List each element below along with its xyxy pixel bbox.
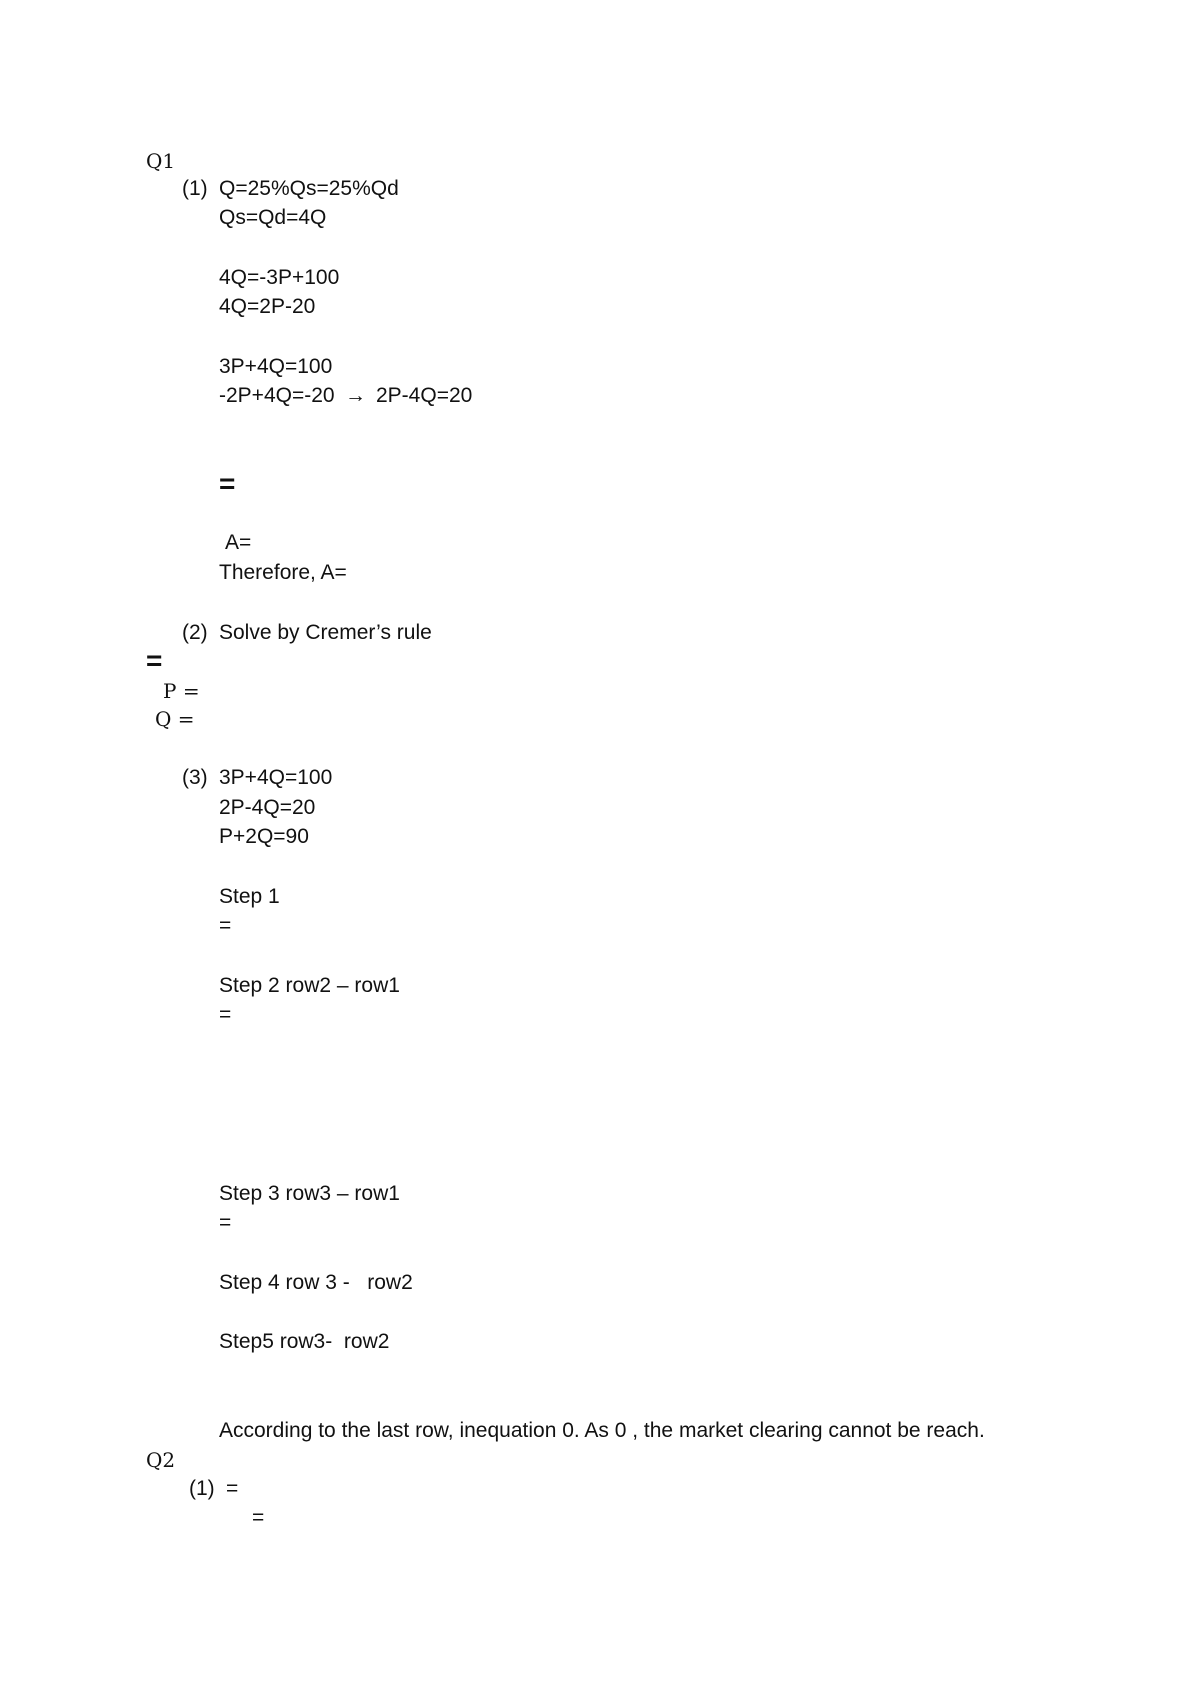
q1-part3-line-1: 3P+4Q=100 xyxy=(219,766,333,789)
q1-part1-line-5: 3P+4Q=100 xyxy=(219,355,333,378)
q1-step-5: Step5 row3- row2 xyxy=(219,1330,390,1353)
q2-part1-equals-1: = xyxy=(226,1477,239,1500)
q1-step-3-equals: = xyxy=(219,1211,232,1234)
q1-part2-title: Solve by Cremer’s rule xyxy=(219,621,432,644)
q1-heading: Q1 xyxy=(146,149,176,173)
q1-part1-line-2: Qs=Qd=4Q xyxy=(219,206,327,229)
q2-heading: Q2 xyxy=(146,1448,176,1472)
q1-step-4: Step 4 row 3 - row2 xyxy=(219,1271,413,1294)
q1-part2-q: Q = xyxy=(155,707,195,731)
q1-part2-equals: = xyxy=(146,645,163,676)
q1-part1-a-def: A= xyxy=(225,531,252,554)
q1-part1-line-1: Q=25%Qs=25%Qd xyxy=(219,177,399,200)
q1-part1-line-6: -2P+4Q=-20 xyxy=(219,384,335,407)
q1-step-2-equals: = xyxy=(219,1003,232,1026)
q1-part2-p: P = xyxy=(163,679,200,703)
q1-step-3: Step 3 row3 – row1 xyxy=(219,1182,400,1205)
q1-part2-number: (2) xyxy=(182,621,208,644)
q1-part3-number: (3) xyxy=(182,766,208,789)
q2-part1-equals-2: = xyxy=(252,1506,265,1529)
right-arrow-icon: → xyxy=(345,384,366,407)
q2-part1-number: (1) xyxy=(189,1477,215,1500)
q1-part1-arrow-rhs: 2P-4Q=20 xyxy=(376,384,473,407)
q1-part1-equals: = xyxy=(219,468,236,499)
q1-part3-line-3: P+2Q=90 xyxy=(219,825,309,848)
q1-step-1-equals: = xyxy=(219,914,232,937)
q1-part1-number: (1) xyxy=(182,177,208,200)
q1-part3-line-2: 2P-4Q=20 xyxy=(219,796,316,819)
q1-part1-line-4: 4Q=2P-20 xyxy=(219,295,316,318)
q1-conclusion: According to the last row, inequation 0. As 0 , the market clearing cannot be reach. xyxy=(219,1419,985,1442)
q1-part1-line-3: 4Q=-3P+100 xyxy=(219,266,340,289)
q1-part1-therefore: Therefore, A= xyxy=(219,561,347,584)
q1-step-1: Step 1 xyxy=(219,885,280,908)
q1-step-2: Step 2 row2 – row1 xyxy=(219,974,400,997)
